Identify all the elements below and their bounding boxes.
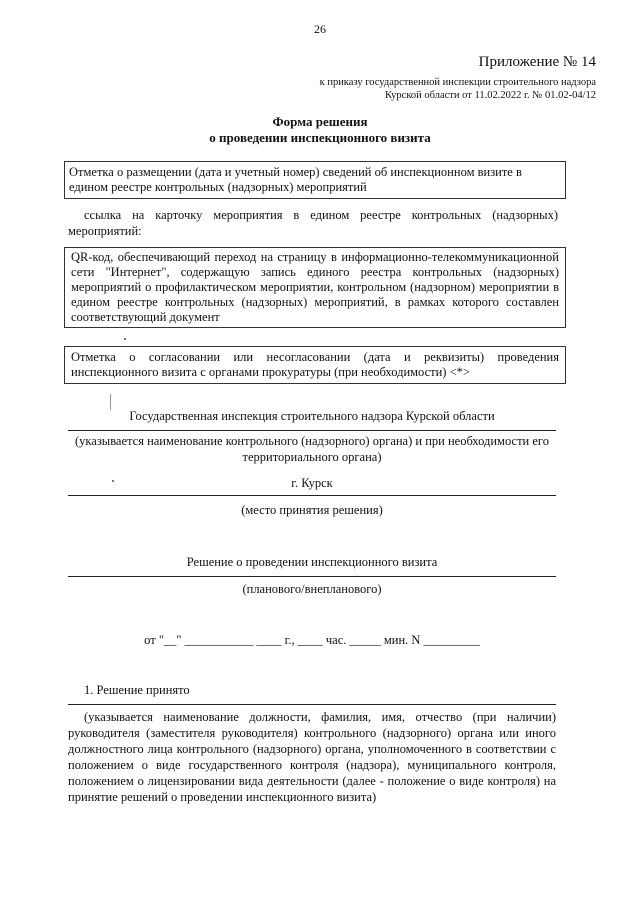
order-reference-line2: Курской области от 11.02.2022 г. № 01.02-04/12 — [384, 90, 596, 101]
qr-code-box: QR-код, обеспечивающий переход на страницу в информационно-телекоммуникационной сети "Интернет", содержащую запись единого реестра контрольных (надзорных) мероприятий о профилактическом мероприятии, контрольном (надзорном) мероприятии в едином реестре контрольных (надзорных) мероприятий, в рамках которого составлен соответствующий документ — [64, 247, 566, 328]
document-title — [0, 114, 640, 146]
scan-dot — [124, 338, 126, 340]
section1-hint: (указывается наименование должности, фамилия, имя, отчество (при наличии) руководителя (заместителя руководителя) контрольного (надзорного) органа или иного должностного лица контрольного (надзорного) органа, уполномоченного в соответствии с положением о виде государственного контроля (надзора), муниципального контроля, положением о лицензировании вида деятельности (далее - положение о виде контроля) на принятие решений о проведении инспекционного визита) — [68, 710, 556, 804]
city-hint: (место принятия решения) — [241, 503, 383, 517]
city: г. Курск — [68, 475, 556, 496]
title-line1: Форма решения — [272, 114, 368, 129]
title-line2: о проведении инспекционного визита — [209, 130, 431, 145]
registry-link-text: ссылка на карточку мероприятия в едином реестре контрольных (надзорных) мероприятий: — [68, 208, 558, 238]
registry-mark-box: Отметка о размещении (дата и учетный номер) сведений об инспекционном визите в едином реестре контрольных (надзорных) мероприятий — [64, 161, 566, 199]
prosecutor-approval-box: Отметка о согласовании или несогласовании (дата и реквизиты) проведения инспекционного визита с органами прокуратуры (при необходимости) <*> — [64, 346, 566, 384]
decision-title: Решение о проведении инспекционного визита — [68, 554, 556, 577]
order-reference — [320, 76, 596, 102]
appendix-title: Приложение № 14 — [478, 54, 596, 70]
date-line: от "__" ___________ ____ г., ____ час. _____ мин. N _________ — [144, 633, 480, 647]
decision-hint: (планового/внепланового) — [242, 582, 382, 596]
authority-name: Государственная инспекция строительного надзора Курской области — [68, 408, 556, 431]
page-number: 26 — [314, 22, 326, 36]
order-reference-line1: к приказу государственной инспекции строительного надзора — [319, 77, 596, 88]
authority-hint: (указывается наименование контрольного (надзорного) органа) и при необходимости его территориального органа) — [75, 434, 549, 464]
section1-heading: 1. Решение принято — [68, 682, 556, 705]
